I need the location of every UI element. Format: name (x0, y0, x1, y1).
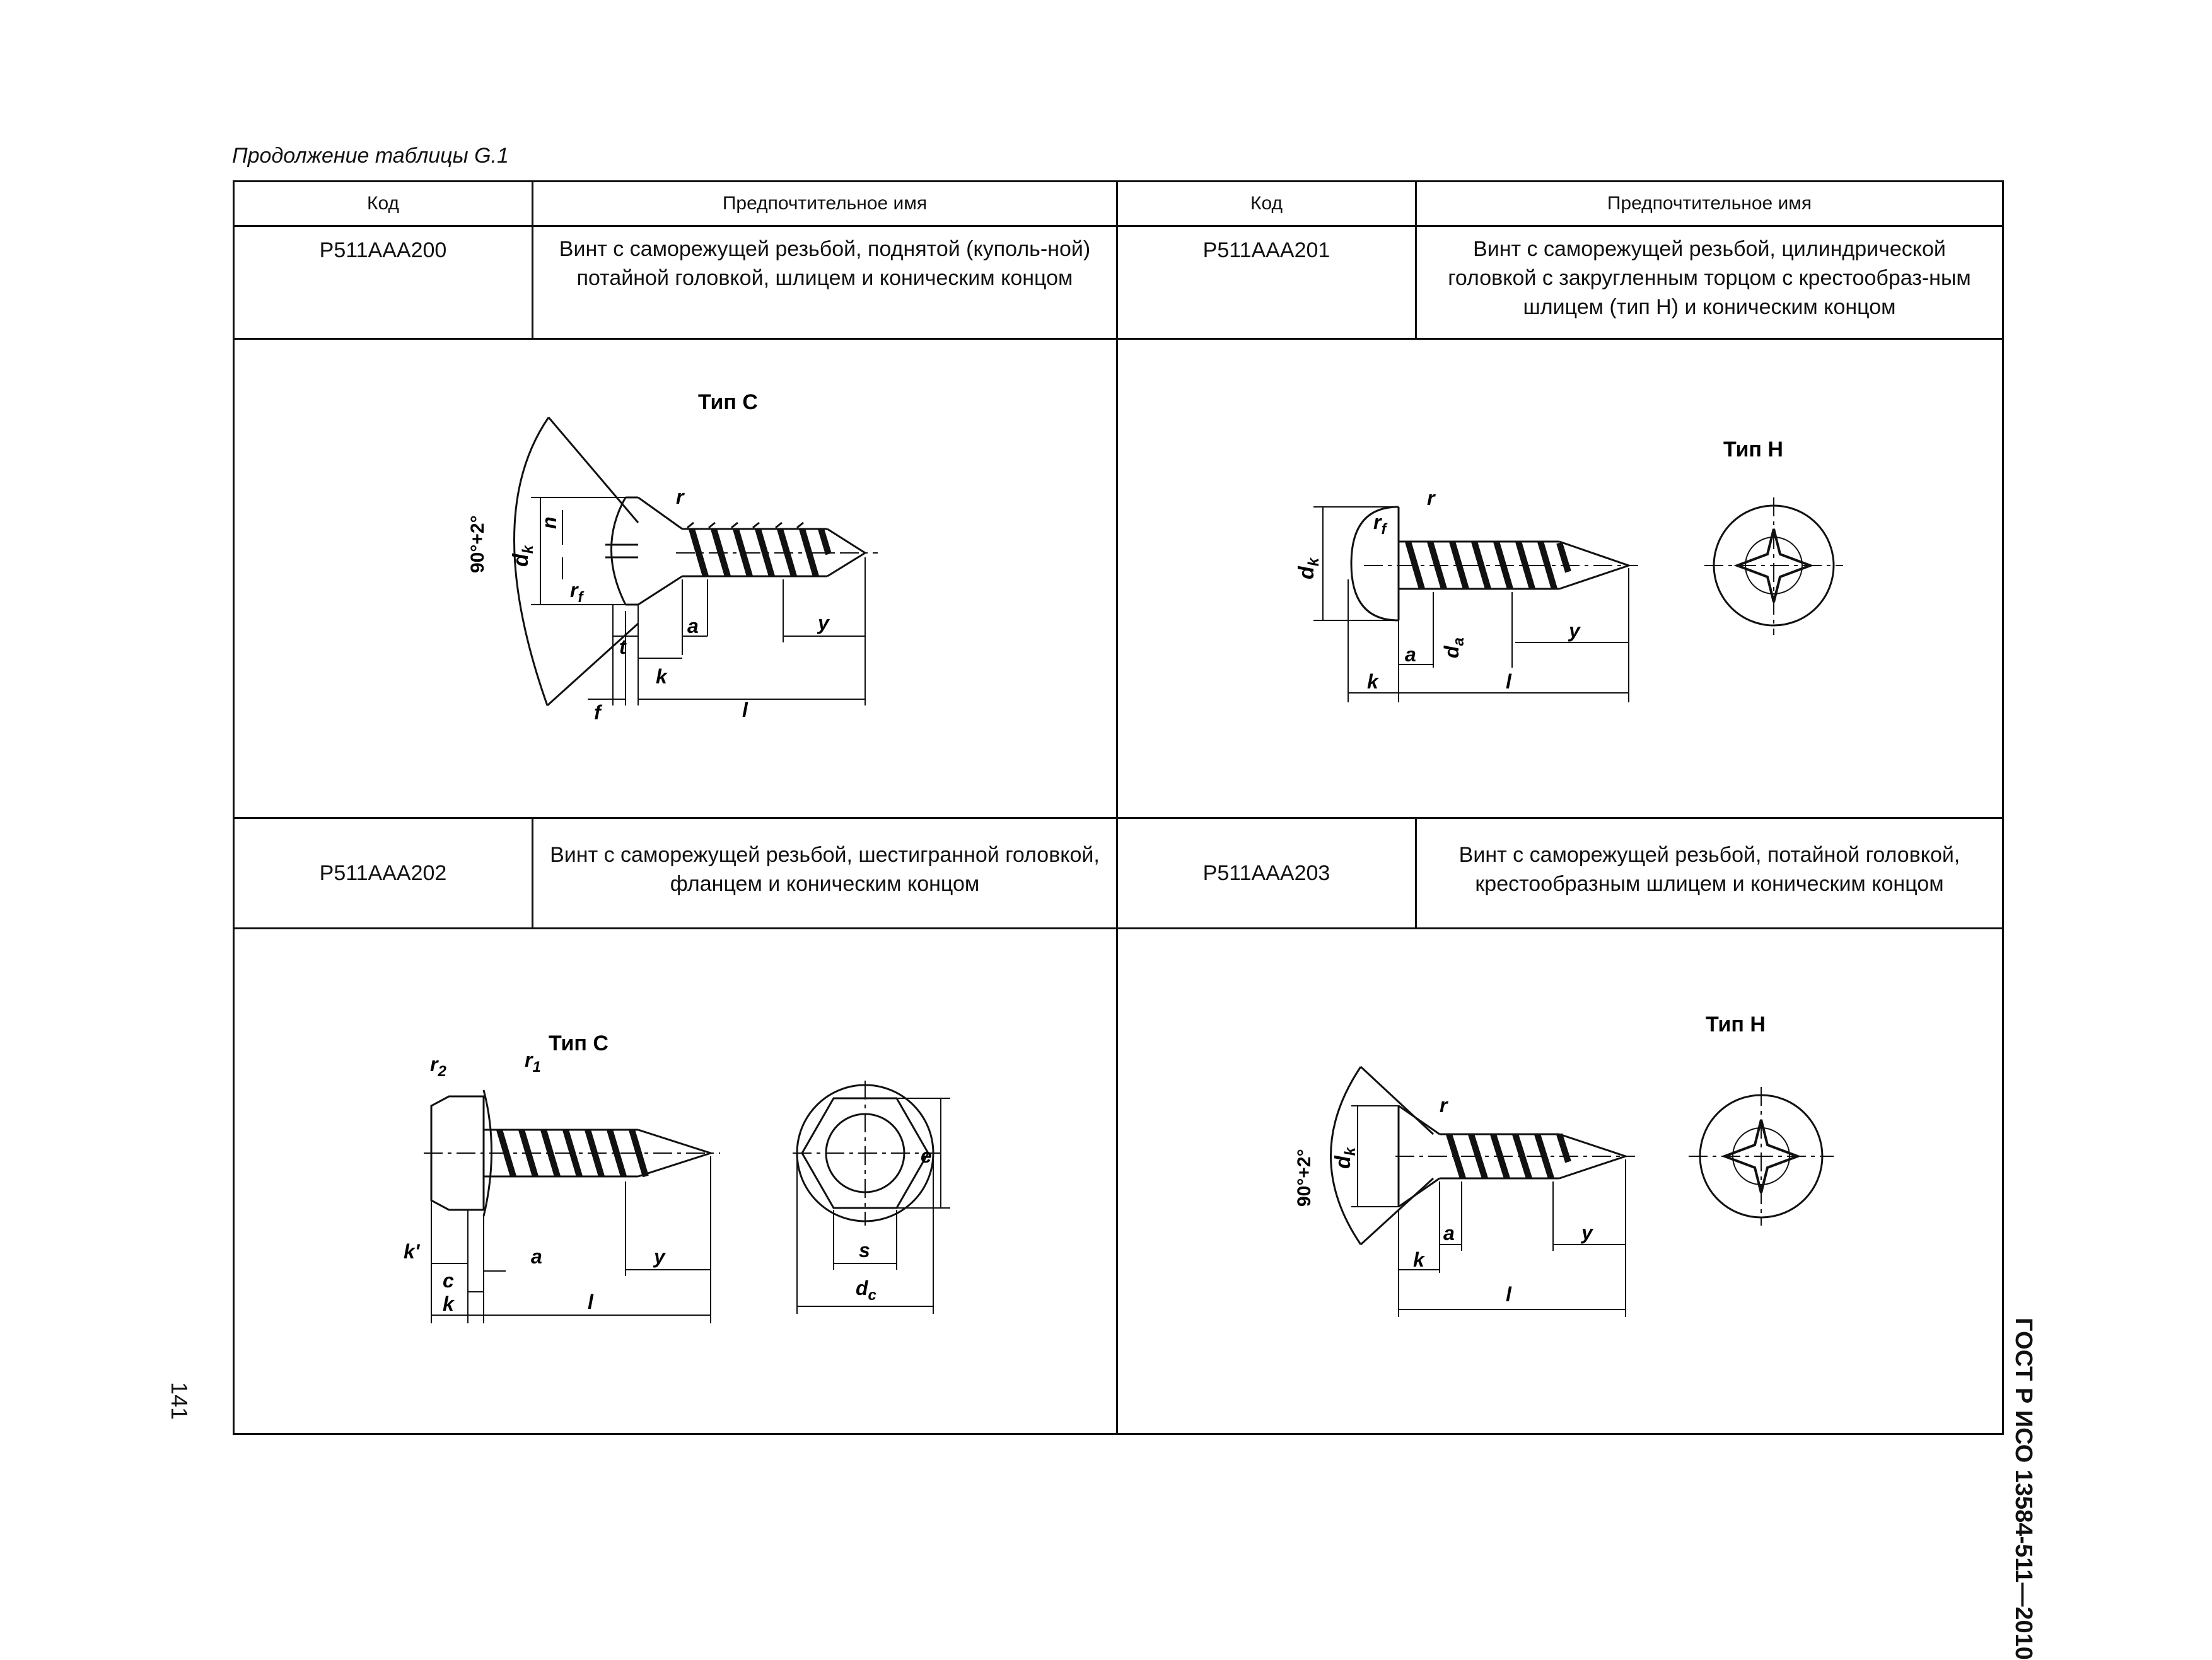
drawing-row (234, 929, 2003, 1434)
name-cell: Винт с саморежущей резьбой, потайной головкой, крестообразным шлицем и коническим концом (1416, 818, 2003, 929)
dim-rf-sub: f (578, 589, 583, 606)
angle-label: 90°+2° (467, 515, 488, 573)
svg-text:dk (1295, 557, 1322, 579)
name-cell: Винт с саморежущей резьбой, цилиндрической головкой с закругленным торцом с крестообраз-ным шлицем (тип H) и коническим концом (1416, 226, 2003, 339)
dim-da: d (1440, 646, 1463, 658)
name-cell: Винт с саморежущей резьбой, шестигранной головкой, фланцем и коническим концом (533, 818, 1117, 929)
dim-r1: r (525, 1048, 533, 1071)
dim-k: k (1367, 670, 1378, 693)
svg-text:da (1440, 637, 1467, 658)
dim-a: a (531, 1245, 542, 1268)
dim-r: r (676, 485, 684, 508)
document-side-title: ГОСТ Р ИСО 13584-511—2010 (2010, 1318, 2037, 1660)
dim-l: l (1506, 670, 1511, 693)
dim-y: y (654, 1245, 665, 1268)
screw-drawing-pan-head (1118, 340, 2004, 819)
code-cell: P511AAA201 (1117, 226, 1416, 339)
dim-da-sub: a (1450, 637, 1467, 646)
dim-dc: d (856, 1277, 868, 1299)
page-number: 141 (166, 1382, 192, 1420)
dim-dk-sub: k (1342, 1147, 1359, 1156)
dim-rf-sub: f (1381, 521, 1387, 538)
dim-dk: d (1331, 1156, 1355, 1169)
type-label: Тип Н (1706, 1013, 1766, 1036)
dim-a: a (687, 615, 699, 637)
header-name-right: Предпочтительное имя (1416, 182, 2003, 226)
svg-text:r1 (525, 1048, 541, 1076)
dim-a: a (1443, 1222, 1455, 1245)
dim-c: c (443, 1269, 454, 1292)
dim-rf: r (570, 579, 578, 601)
dim-t: t (619, 636, 626, 658)
table-row (234, 226, 2003, 339)
dim-a: a (1405, 643, 1416, 666)
drawing-cell (1117, 929, 2003, 1434)
dim-k: k (1413, 1248, 1424, 1271)
dim-k-prime: k' (404, 1240, 420, 1263)
dim-e: e (921, 1144, 932, 1167)
dim-s: s (859, 1239, 870, 1262)
dim-y: y (1569, 619, 1580, 642)
header-code-right: Код (1117, 182, 1416, 226)
dim-y: y (818, 612, 829, 634)
dim-dk: d (509, 554, 533, 567)
header-row (234, 182, 2003, 226)
screw-drawing-countersunk (1118, 929, 2004, 1435)
svg-text:rf (570, 579, 584, 606)
dim-y: y (1581, 1221, 1593, 1244)
dim-l: l (742, 699, 748, 721)
dim-n: n (538, 516, 561, 529)
dim-k: k (443, 1292, 454, 1315)
dim-l: l (588, 1291, 593, 1313)
svg-text:dk (509, 544, 537, 567)
standard-table (233, 180, 2004, 1435)
name-cell: Винт с саморежущей резьбой, поднятой (куполь-ной) потайной головкой, шлицем и коническим концом (533, 226, 1117, 339)
dim-l: l (1506, 1283, 1511, 1306)
drawing-cell (234, 929, 1117, 1434)
dim-dk-sub: k (520, 545, 537, 554)
type-label: Тип С (549, 1031, 608, 1055)
screw-drawing-hex-flange (235, 929, 1118, 1435)
table-row (234, 818, 2003, 929)
dim-r: r (1427, 487, 1435, 509)
dim-r1-sub: 1 (532, 1059, 541, 1076)
header-name-left: Предпочтительное имя (533, 182, 1117, 226)
dim-r2-sub: 2 (438, 1063, 446, 1080)
code-cell: P511AAA200 (234, 226, 533, 339)
dim-f: f (594, 701, 601, 724)
drawing-cell (234, 339, 1117, 818)
angle-label: 90°+2° (1294, 1149, 1315, 1207)
dim-dk-sub: k (1305, 557, 1322, 567)
table-caption: Продолжение таблицы G.1 (232, 144, 509, 168)
code-cell: P511AAA202 (234, 818, 533, 929)
dim-dc-sub: c (868, 1287, 876, 1304)
code-cell: P511AAA203 (1117, 818, 1416, 929)
svg-text:dc (856, 1277, 876, 1304)
dim-rf: r (1373, 511, 1382, 533)
dim-r: r (1440, 1094, 1448, 1117)
dim-r2: r (430, 1053, 438, 1076)
type-label: Тип Н (1723, 438, 1783, 461)
drawing-cell (1117, 339, 2003, 818)
dim-dk: d (1295, 566, 1318, 579)
svg-text:rf (1373, 511, 1387, 538)
drawing-row (234, 339, 2003, 818)
type-label: Тип С (698, 390, 758, 414)
header-code-left: Код (234, 182, 533, 226)
screw-drawing-raised-countersunk (235, 340, 1118, 819)
svg-text:r2 (430, 1053, 446, 1080)
svg-text:dk (1331, 1146, 1359, 1169)
dim-k: k (656, 665, 667, 688)
